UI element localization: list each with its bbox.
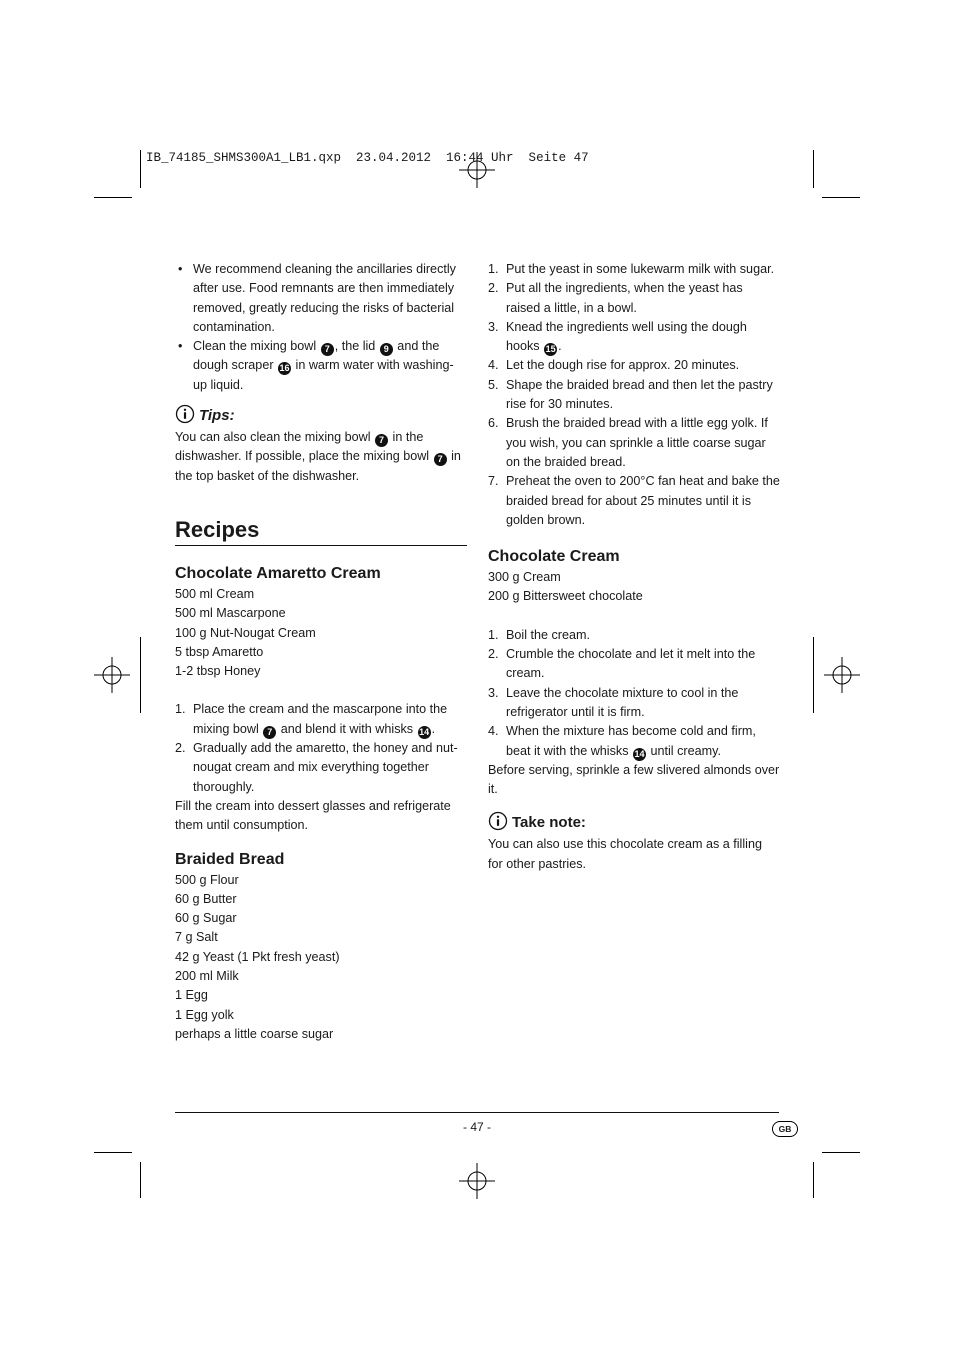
part-marker: 7 [434,453,447,466]
ingredient: 200 ml Milk [175,969,239,984]
part-marker: 14 [419,726,430,737]
registration-mark-right [824,657,860,693]
amaretto-recipe [175,563,467,836]
step: 1. Put the yeast in some lukewarm milk with sugar. [488,262,775,276]
cleaning-bullet-2: • Clean the mixing bowl 7 , the lid 9 and the dough scraper 16 in warm water with washing-up liquid. [178,339,454,392]
braided-ingredients [175,871,467,1045]
right-column [488,260,780,874]
braided-title: Braided Bread [175,850,285,868]
step: 4. Let the dough rise for approx. 20 minutes. [488,358,740,373]
amaretto-steps [175,700,467,796]
part-marker: 14 [634,748,645,759]
step: 3. Leave the chocolate mixture to cool in the refrigerator until it is firm. [488,685,739,719]
footer-rule [175,1112,779,1113]
registration-mark-left [94,657,130,693]
bread-steps [488,260,780,530]
recipes-heading-block [175,516,467,546]
chocolate-closing: Before serving, sprinkle a few slivered almonds over it. [488,762,780,797]
step: 1. Place the cream and the mascarpone into the mixing bowl 7 and blend it with whisks 14 . [175,702,448,737]
amaretto-closing: Fill the cream into dessert glasses and refrigerate them until consumption. [175,798,451,833]
page-number: - 47 - [462,1120,491,1134]
ingredient: 500 ml Cream [175,586,255,601]
amaretto-ingredients [175,585,467,681]
step: 6. Brush the braided bread with a little egg yolk. If you wish, you can sprinkle a little coarse sugar on the braided bread. [488,416,768,469]
ingredient: 60 g Sugar [175,911,237,926]
chocolate-title: Chocolate Cream [488,548,620,566]
step: 2. Put all the ingredients, when the yeast has raised a little, in a bowl. [488,281,743,315]
ingredient: 42 g Yeast (1 Pkt fresh yeast) [175,949,340,964]
ingredient: 500 g Flour [175,872,239,887]
registration-mark-bottom [459,1163,495,1199]
tips-title: Tips: [199,407,235,425]
ingredient: 5 tbsp Amaretto [175,644,264,659]
recipes-heading: Recipes [175,516,260,542]
part-marker: 16 [279,363,290,374]
step: 4. When the mixture has become cold and firm, beat it with the whisks 14 until creamy. [488,724,756,759]
tips-text: You can also clean the mixing bowl 7 in the dishwasher. If possible, place the mixing bowl 7 in the top basket of the dishwasher. [175,430,461,483]
ingredient: 60 g Butter [175,891,237,906]
note-text: You can also use this chocolate cream as a filling for other pastries. [488,837,762,871]
ingredient: perhaps a little coarse sugar [175,1026,334,1041]
ingredient: 1 Egg yolk [175,1007,234,1022]
step: 7. Preheat the oven to 200°C fan heat and bake the braided bread for about 25 minutes until it is golden brown. [488,474,780,527]
tips-block [175,404,467,486]
step: 2. Crumble the chocolate and let it melt into the cream. [488,647,756,681]
braided-recipe [175,849,467,1045]
part-marker: 9 [380,343,393,356]
step: 3. Knead the ingredients well using the dough hooks 15 . [488,319,747,355]
note-block [488,811,780,874]
chocolate-recipe [488,546,780,799]
step: 1. Boil the cream. [488,627,590,642]
note-title: Take note: [512,814,586,832]
ingredient: 200 g Bittersweet chocolate [488,589,643,604]
info-icon [175,404,195,424]
step: 5. Shape the braided bread and then let the pastry rise for 30 minutes. [488,377,773,412]
ingredient: 7 g Salt [175,930,218,945]
step: 2. Gradually add the amaretto, the honey and nut-nougat cream and mix everything together thoroughly. [175,741,458,794]
cleaning-bullet-1: • We recommend cleaning the ancillaries directly after use. Food remnants are then immediately removed, greatly reducing the risks of bacterial contamination. [178,262,456,334]
ingredient: 300 g Cream [488,570,561,585]
part-marker: 7 [321,343,334,356]
file-slug: IB_74185_SHMS300A1_LB1.qxp 23.04.2012 16:44 Uhr Seite 47 [146,151,589,165]
part-marker: 15 [545,344,556,355]
part-marker: 7 [263,726,276,739]
chocolate-steps [488,626,780,761]
ingredient: 100 g Nut-Nougat Cream [175,625,316,640]
part-marker: 7 [375,434,388,447]
ingredient: 1-2 tbsp Honey [175,664,261,679]
amaretto-title: Chocolate Amaretto Cream [175,564,381,582]
registration-mark-top [459,152,495,188]
ingredient: 500 ml Mascarpone [175,606,286,621]
ingredient: 1 Egg [175,988,208,1003]
info-icon [488,811,508,831]
left-column [175,260,467,1044]
language-badge: GB [772,1121,798,1137]
